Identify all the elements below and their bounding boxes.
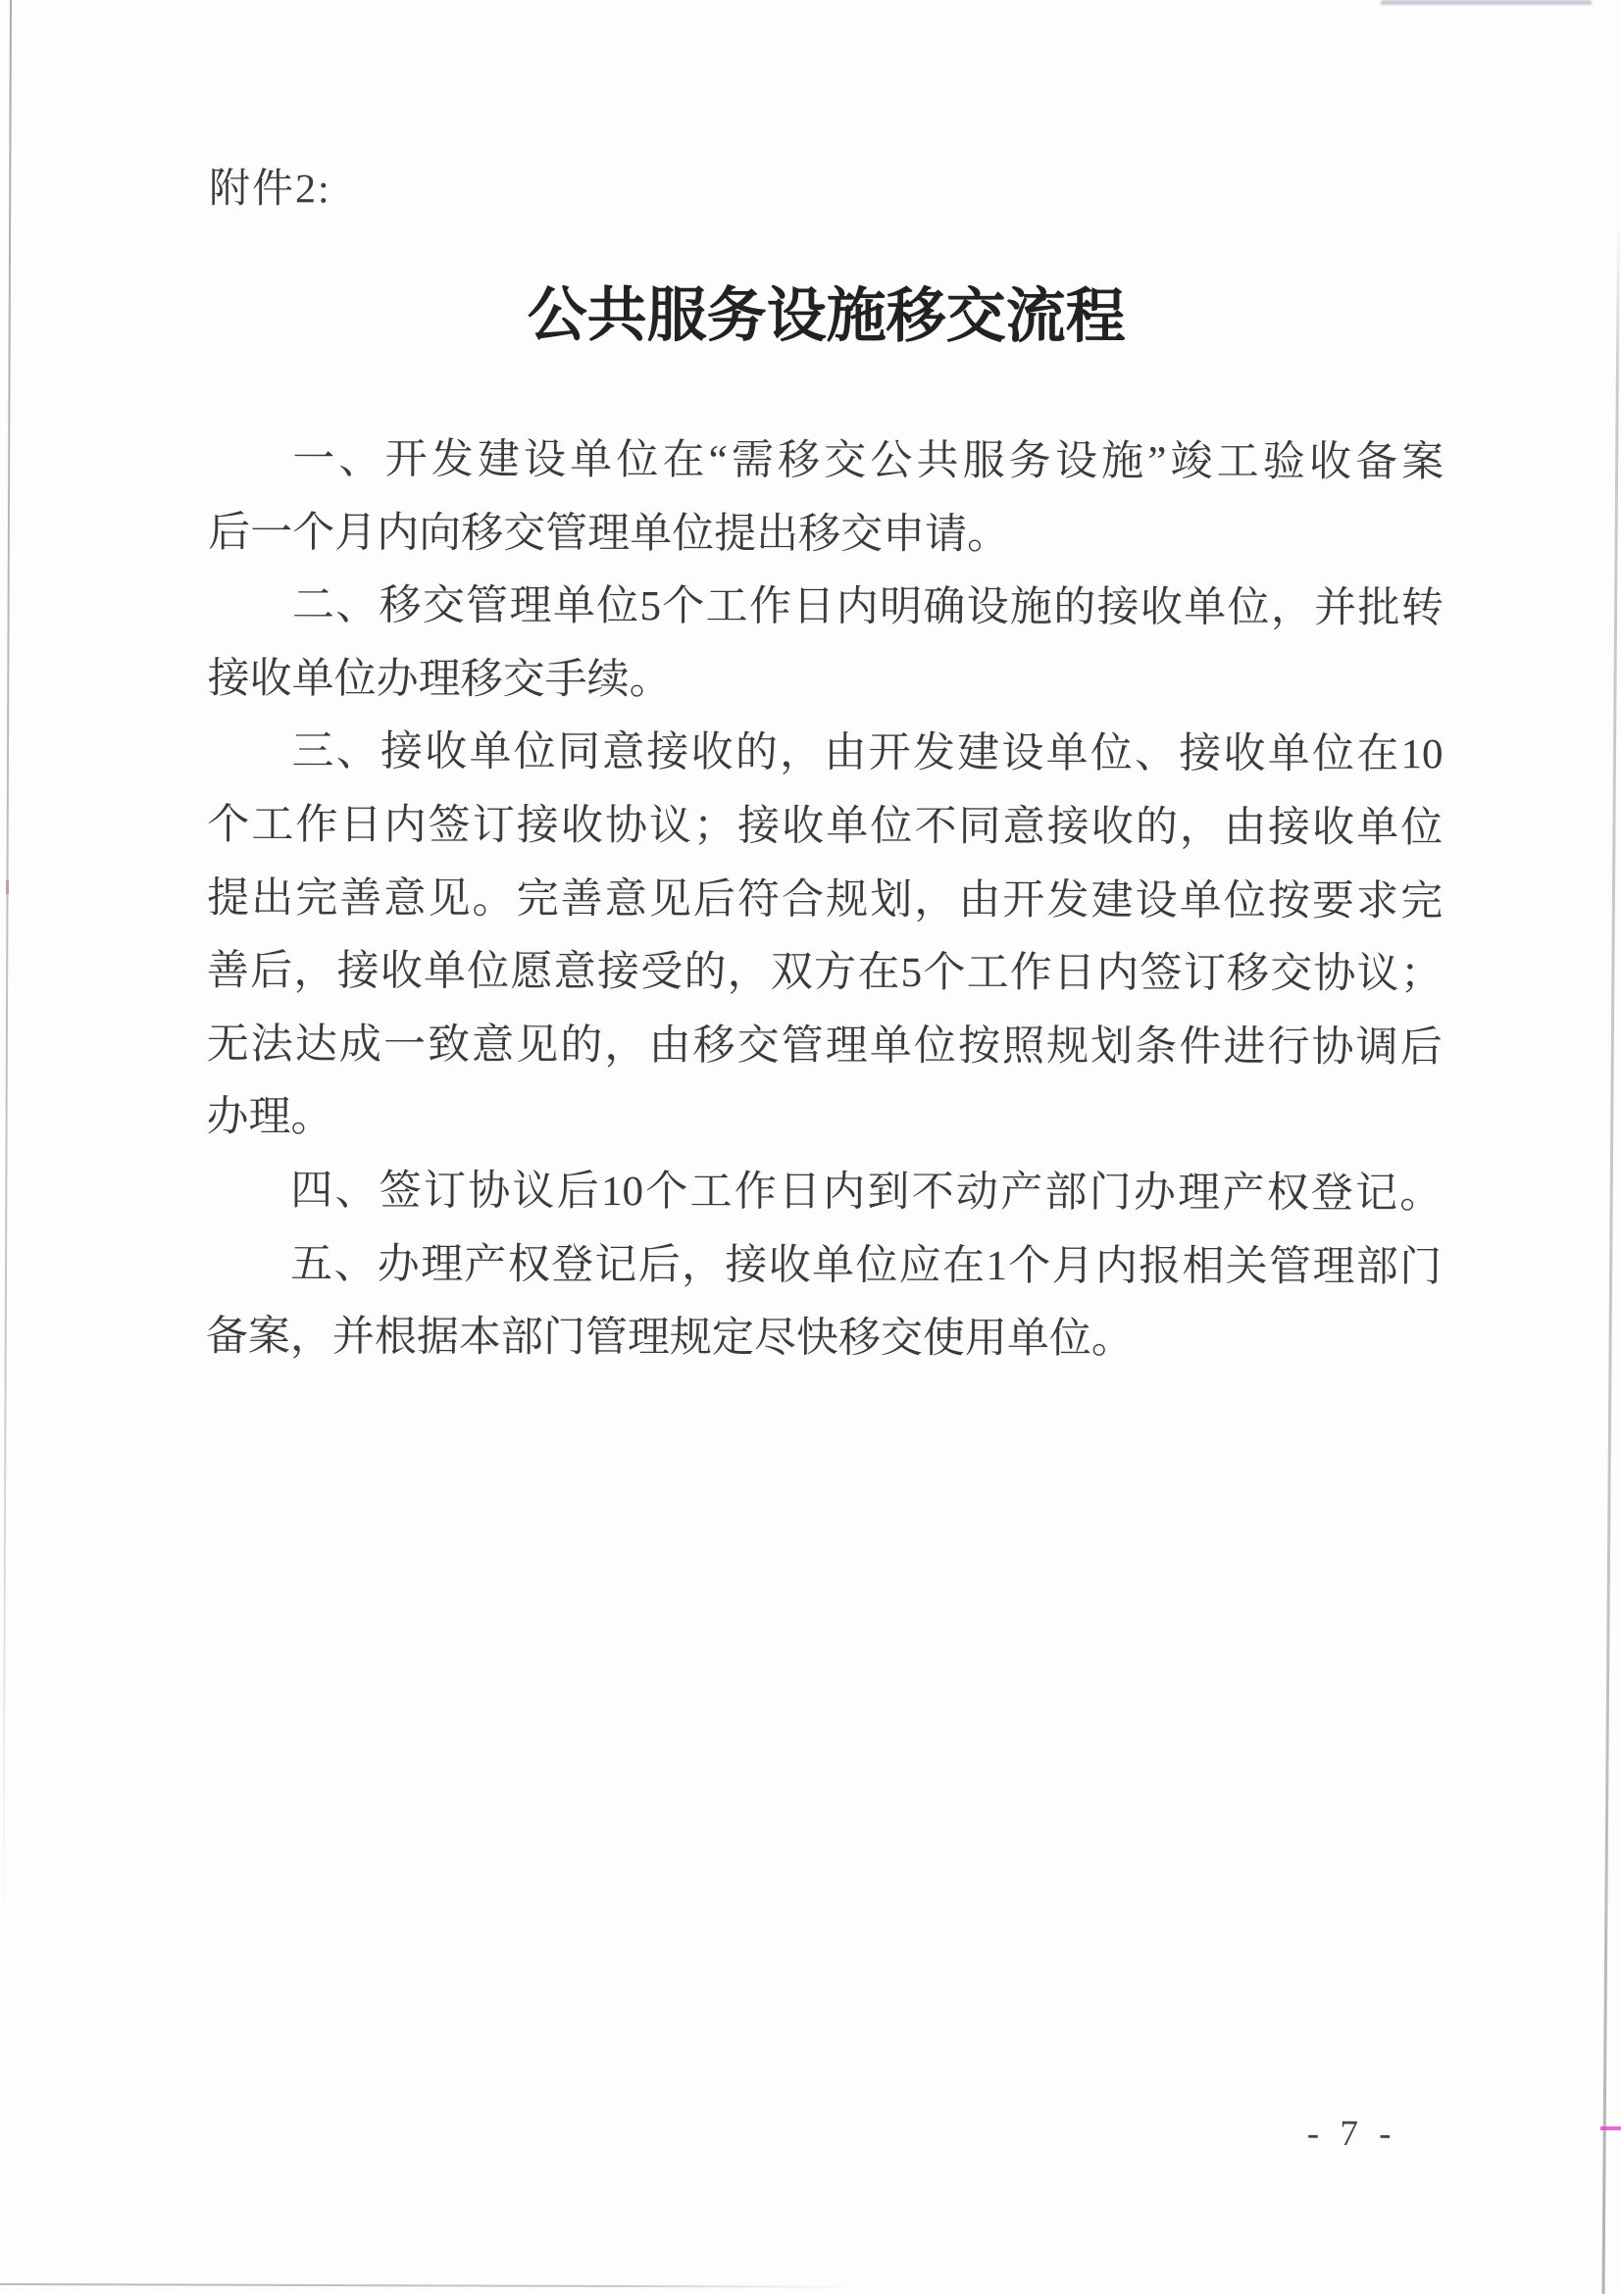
text-line: 一、开发建设单位在“需移交公共服务设施”竣工验收备案 [292,436,1444,486]
text-line: 五、办理产权登记后，接收单位应在1个月内报相关管理部门 [290,1240,1443,1290]
document-title: 公共服务设施移交流程 [527,282,1126,351]
text-line: 个工作日内签订接收协议；接收单位不同意接收的，由接收单位 [207,802,1444,852]
text-line: 办理。 [206,1094,333,1141]
text-line: 善后，接收单位愿意接受的，双方在5个工作日内签订移交协议； [206,948,1443,998]
text-line: 后一个月内向移交管理单位提出移交申请。 [208,509,1010,558]
text-line: 四、签订协议后10个工作日内到不动产部门办理产权登记。 [290,1168,1443,1218]
text-line: 备案，并根据本部门管理规定尽快移交使用单位。 [205,1314,1135,1363]
page-number: - 7 - [1306,2113,1397,2155]
text-line: 二、移交管理单位5个工作日内明确设施的接收单位，并批转 [291,582,1444,632]
text-line: 三、接收单位同意接收的，由开发建设单位、接收单位在10 [291,728,1444,778]
body-text [206,424,1444,1377]
text-line: 提出完善意见。完善意见后符合规划，由开发建设单位按要求完 [207,874,1444,924]
text-line: 无法达成一致意见的，由移交管理单位按照规划条件进行协调后 [206,1021,1443,1072]
attachment-label: 附件2: [208,167,331,213]
text-line: 接收单位办理移交手续。 [207,655,672,704]
